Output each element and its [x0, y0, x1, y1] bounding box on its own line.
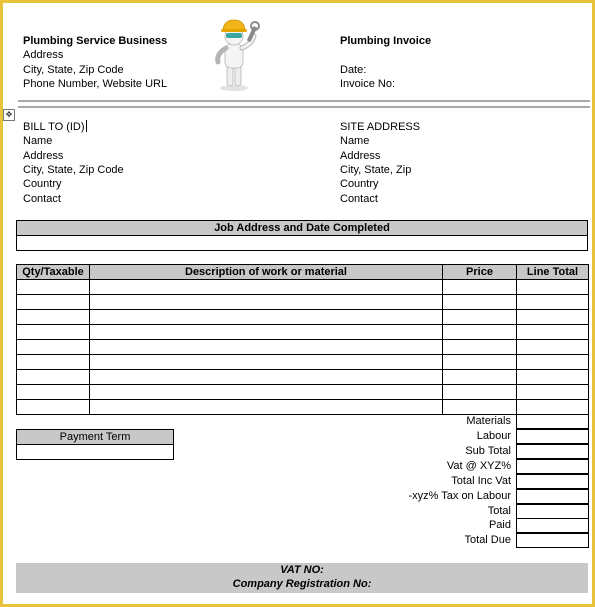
description-cell[interactable] [90, 370, 443, 385]
header-divider-bottom [18, 106, 590, 108]
vat-label: Vat @ XYZ% [446, 460, 511, 472]
four-arrow-move-icon[interactable]: ✥ [3, 109, 15, 121]
labour-label: Labour [476, 430, 511, 442]
vat-no-label: VAT NO: [280, 564, 324, 576]
total-label: Total [487, 505, 511, 517]
payment-term-cell[interactable] [17, 445, 174, 460]
business-address: Address [23, 49, 64, 61]
site-address-title: SITE ADDRESS [340, 121, 421, 133]
total-due-value[interactable] [516, 533, 589, 548]
total-due-label: Total Due [464, 534, 511, 546]
job-address-header: Job Address and Date Completed [17, 221, 588, 236]
price-cell[interactable] [443, 385, 517, 400]
table-row [17, 325, 589, 340]
price-cell[interactable] [443, 310, 517, 325]
line-total-cell[interactable] [517, 310, 589, 325]
company-registration-label: Company Registration No: [232, 578, 372, 590]
subtotal-value[interactable] [516, 444, 589, 459]
price-cell[interactable] [443, 340, 517, 355]
site-name: Name [340, 135, 370, 147]
bill-to-country: Country [23, 178, 62, 190]
description-cell[interactable] [90, 340, 443, 355]
subtotal-label: Sub Total [465, 445, 511, 457]
qty-cell[interactable] [17, 340, 90, 355]
qty-cell[interactable] [17, 325, 90, 340]
column-header-qty: Qty/Taxable [17, 265, 90, 280]
table-row [17, 310, 589, 325]
total-inc-vat-value[interactable] [516, 474, 589, 489]
header-divider-top [18, 100, 590, 102]
qty-cell[interactable] [17, 370, 90, 385]
qty-cell[interactable] [17, 280, 90, 295]
line-total-cell[interactable] [517, 295, 589, 310]
qty-cell[interactable] [17, 310, 90, 325]
qty-cell[interactable] [17, 385, 90, 400]
tax-on-labour-label: -xyz% Tax on Labour [408, 490, 511, 502]
price-cell[interactable] [443, 355, 517, 370]
invoice-title: Plumbing Invoice [340, 35, 432, 47]
table-row [17, 340, 589, 355]
line-total-cell[interactable] [517, 325, 589, 340]
bill-to-city-state-zip: City, State, Zip Code [23, 164, 124, 176]
business-phone-web: Phone Number, Website URL [23, 78, 168, 90]
plumber-figure-icon [208, 18, 264, 92]
price-cell[interactable] [443, 295, 517, 310]
total-inc-vat-label: Total Inc Vat [451, 475, 511, 487]
qty-cell[interactable] [17, 295, 90, 310]
description-cell[interactable] [90, 325, 443, 340]
site-address: Address [340, 150, 381, 162]
description-cell[interactable] [90, 355, 443, 370]
tax-on-labour-value[interactable] [516, 489, 589, 504]
items-table [16, 264, 589, 415]
table-row [17, 355, 589, 370]
column-header-description: Description of work or material [90, 265, 443, 280]
bill-to-name: Name [23, 135, 53, 147]
job-address-table [16, 220, 588, 251]
job-address-cell[interactable] [17, 236, 588, 251]
column-header-line-total: Line Total [517, 265, 589, 280]
description-cell[interactable] [90, 310, 443, 325]
qty-cell[interactable] [17, 400, 90, 415]
table-row [17, 370, 589, 385]
vat-value[interactable] [516, 459, 589, 474]
line-total-cell[interactable] [517, 385, 589, 400]
payment-term-table [16, 429, 174, 460]
line-total-cell[interactable] [517, 400, 589, 415]
line-total-cell[interactable] [517, 355, 589, 370]
footer-bar [16, 563, 588, 593]
payment-term-header: Payment Term [17, 430, 174, 445]
text-cursor [86, 120, 87, 132]
qty-cell[interactable] [17, 355, 90, 370]
materials-label: Materials [466, 415, 511, 427]
table-row [17, 295, 589, 310]
description-cell[interactable] [90, 280, 443, 295]
line-total-cell[interactable] [517, 370, 589, 385]
price-cell[interactable] [443, 280, 517, 295]
table-row [17, 400, 589, 415]
business-name: Plumbing Service Business [23, 35, 168, 47]
price-cell[interactable] [443, 370, 517, 385]
table-row [17, 385, 589, 400]
line-total-cell[interactable] [517, 340, 589, 355]
business-city-state-zip: City, State, Zip Code [23, 64, 124, 76]
price-cell[interactable] [443, 400, 517, 415]
labour-value[interactable] [516, 429, 589, 444]
description-cell[interactable] [90, 385, 443, 400]
bill-to-contact: Contact [23, 193, 61, 205]
date-label: Date: [340, 64, 367, 76]
total-value[interactable] [516, 504, 589, 519]
line-total-cell[interactable] [517, 280, 589, 295]
bill-to-address: Address [23, 150, 64, 162]
price-cell[interactable] [443, 325, 517, 340]
materials-value[interactable] [516, 414, 589, 429]
column-header-price: Price [443, 265, 517, 280]
paid-label: Paid [488, 519, 511, 531]
site-country: Country [340, 178, 379, 190]
site-contact: Contact [340, 193, 378, 205]
table-row [17, 280, 589, 295]
paid-value[interactable] [516, 518, 589, 533]
description-cell[interactable] [90, 295, 443, 310]
description-cell[interactable] [90, 400, 443, 415]
site-city-state-zip: City, State, Zip [340, 164, 412, 176]
invoice-no-label: Invoice No: [340, 78, 396, 90]
bill-to-title: BILL TO (ID) [23, 121, 85, 133]
